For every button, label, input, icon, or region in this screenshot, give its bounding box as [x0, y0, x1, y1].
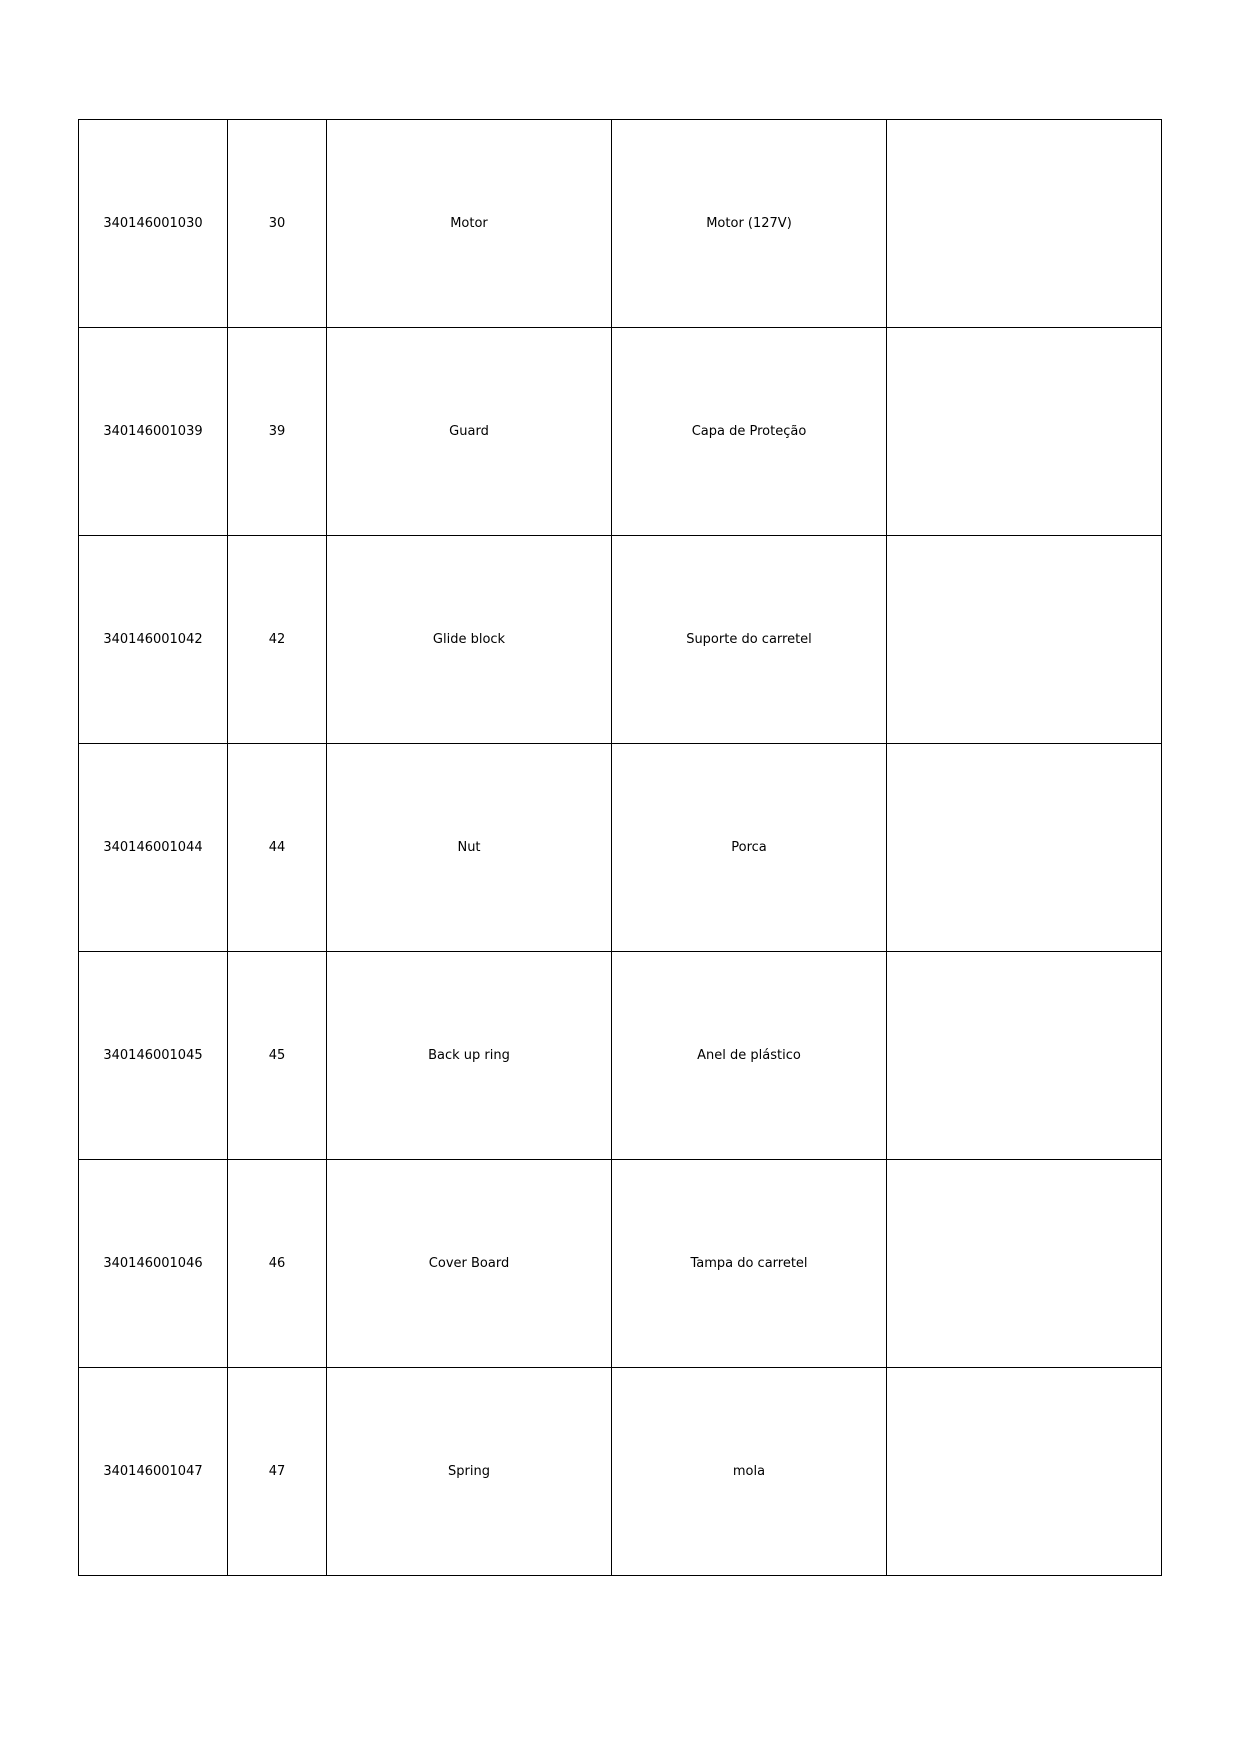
table-row — [79, 328, 1162, 536]
english-name-cell: Back up ring — [327, 952, 612, 1160]
position-number-cell: 46 — [228, 1160, 327, 1368]
part-code-cell: 340146001044 — [79, 744, 228, 952]
part-code-cell: 340146001047 — [79, 1368, 228, 1576]
portuguese-name-cell: Anel de plástico — [612, 952, 887, 1160]
position-number-cell: 30 — [228, 120, 327, 328]
portuguese-name-cell: Porca — [612, 744, 887, 952]
note-cell — [887, 328, 1162, 536]
table-row — [79, 1368, 1162, 1576]
portuguese-name-cell: Suporte do carretel — [612, 536, 887, 744]
english-name-cell: Cover Board — [327, 1160, 612, 1368]
portuguese-name-cell: Capa de Proteção — [612, 328, 887, 536]
table-row — [79, 1160, 1162, 1368]
position-number-cell: 42 — [228, 536, 327, 744]
note-cell — [887, 952, 1162, 1160]
english-name-cell: Spring — [327, 1368, 612, 1576]
note-cell — [887, 744, 1162, 952]
english-name-cell: Nut — [327, 744, 612, 952]
english-name-cell: Motor — [327, 120, 612, 328]
position-number-cell: 39 — [228, 328, 327, 536]
portuguese-name-cell: Motor (127V) — [612, 120, 887, 328]
parts-table — [78, 119, 1162, 1576]
part-code-cell: 340146001045 — [79, 952, 228, 1160]
english-name-cell: Guard — [327, 328, 612, 536]
portuguese-name-cell: mola — [612, 1368, 887, 1576]
position-number-cell: 44 — [228, 744, 327, 952]
note-cell — [887, 536, 1162, 744]
part-code-cell: 340146001030 — [79, 120, 228, 328]
part-code-cell: 340146001039 — [79, 328, 228, 536]
position-number-cell: 45 — [228, 952, 327, 1160]
part-code-cell: 340146001046 — [79, 1160, 228, 1368]
english-name-cell: Glide block — [327, 536, 612, 744]
parts-table-body — [79, 120, 1162, 1576]
table-row — [79, 120, 1162, 328]
note-cell — [887, 1160, 1162, 1368]
position-number-cell: 47 — [228, 1368, 327, 1576]
note-cell — [887, 120, 1162, 328]
note-cell — [887, 1368, 1162, 1576]
table-row — [79, 952, 1162, 1160]
table-row — [79, 536, 1162, 744]
portuguese-name-cell: Tampa do carretel — [612, 1160, 887, 1368]
table-row — [79, 744, 1162, 952]
part-code-cell: 340146001042 — [79, 536, 228, 744]
